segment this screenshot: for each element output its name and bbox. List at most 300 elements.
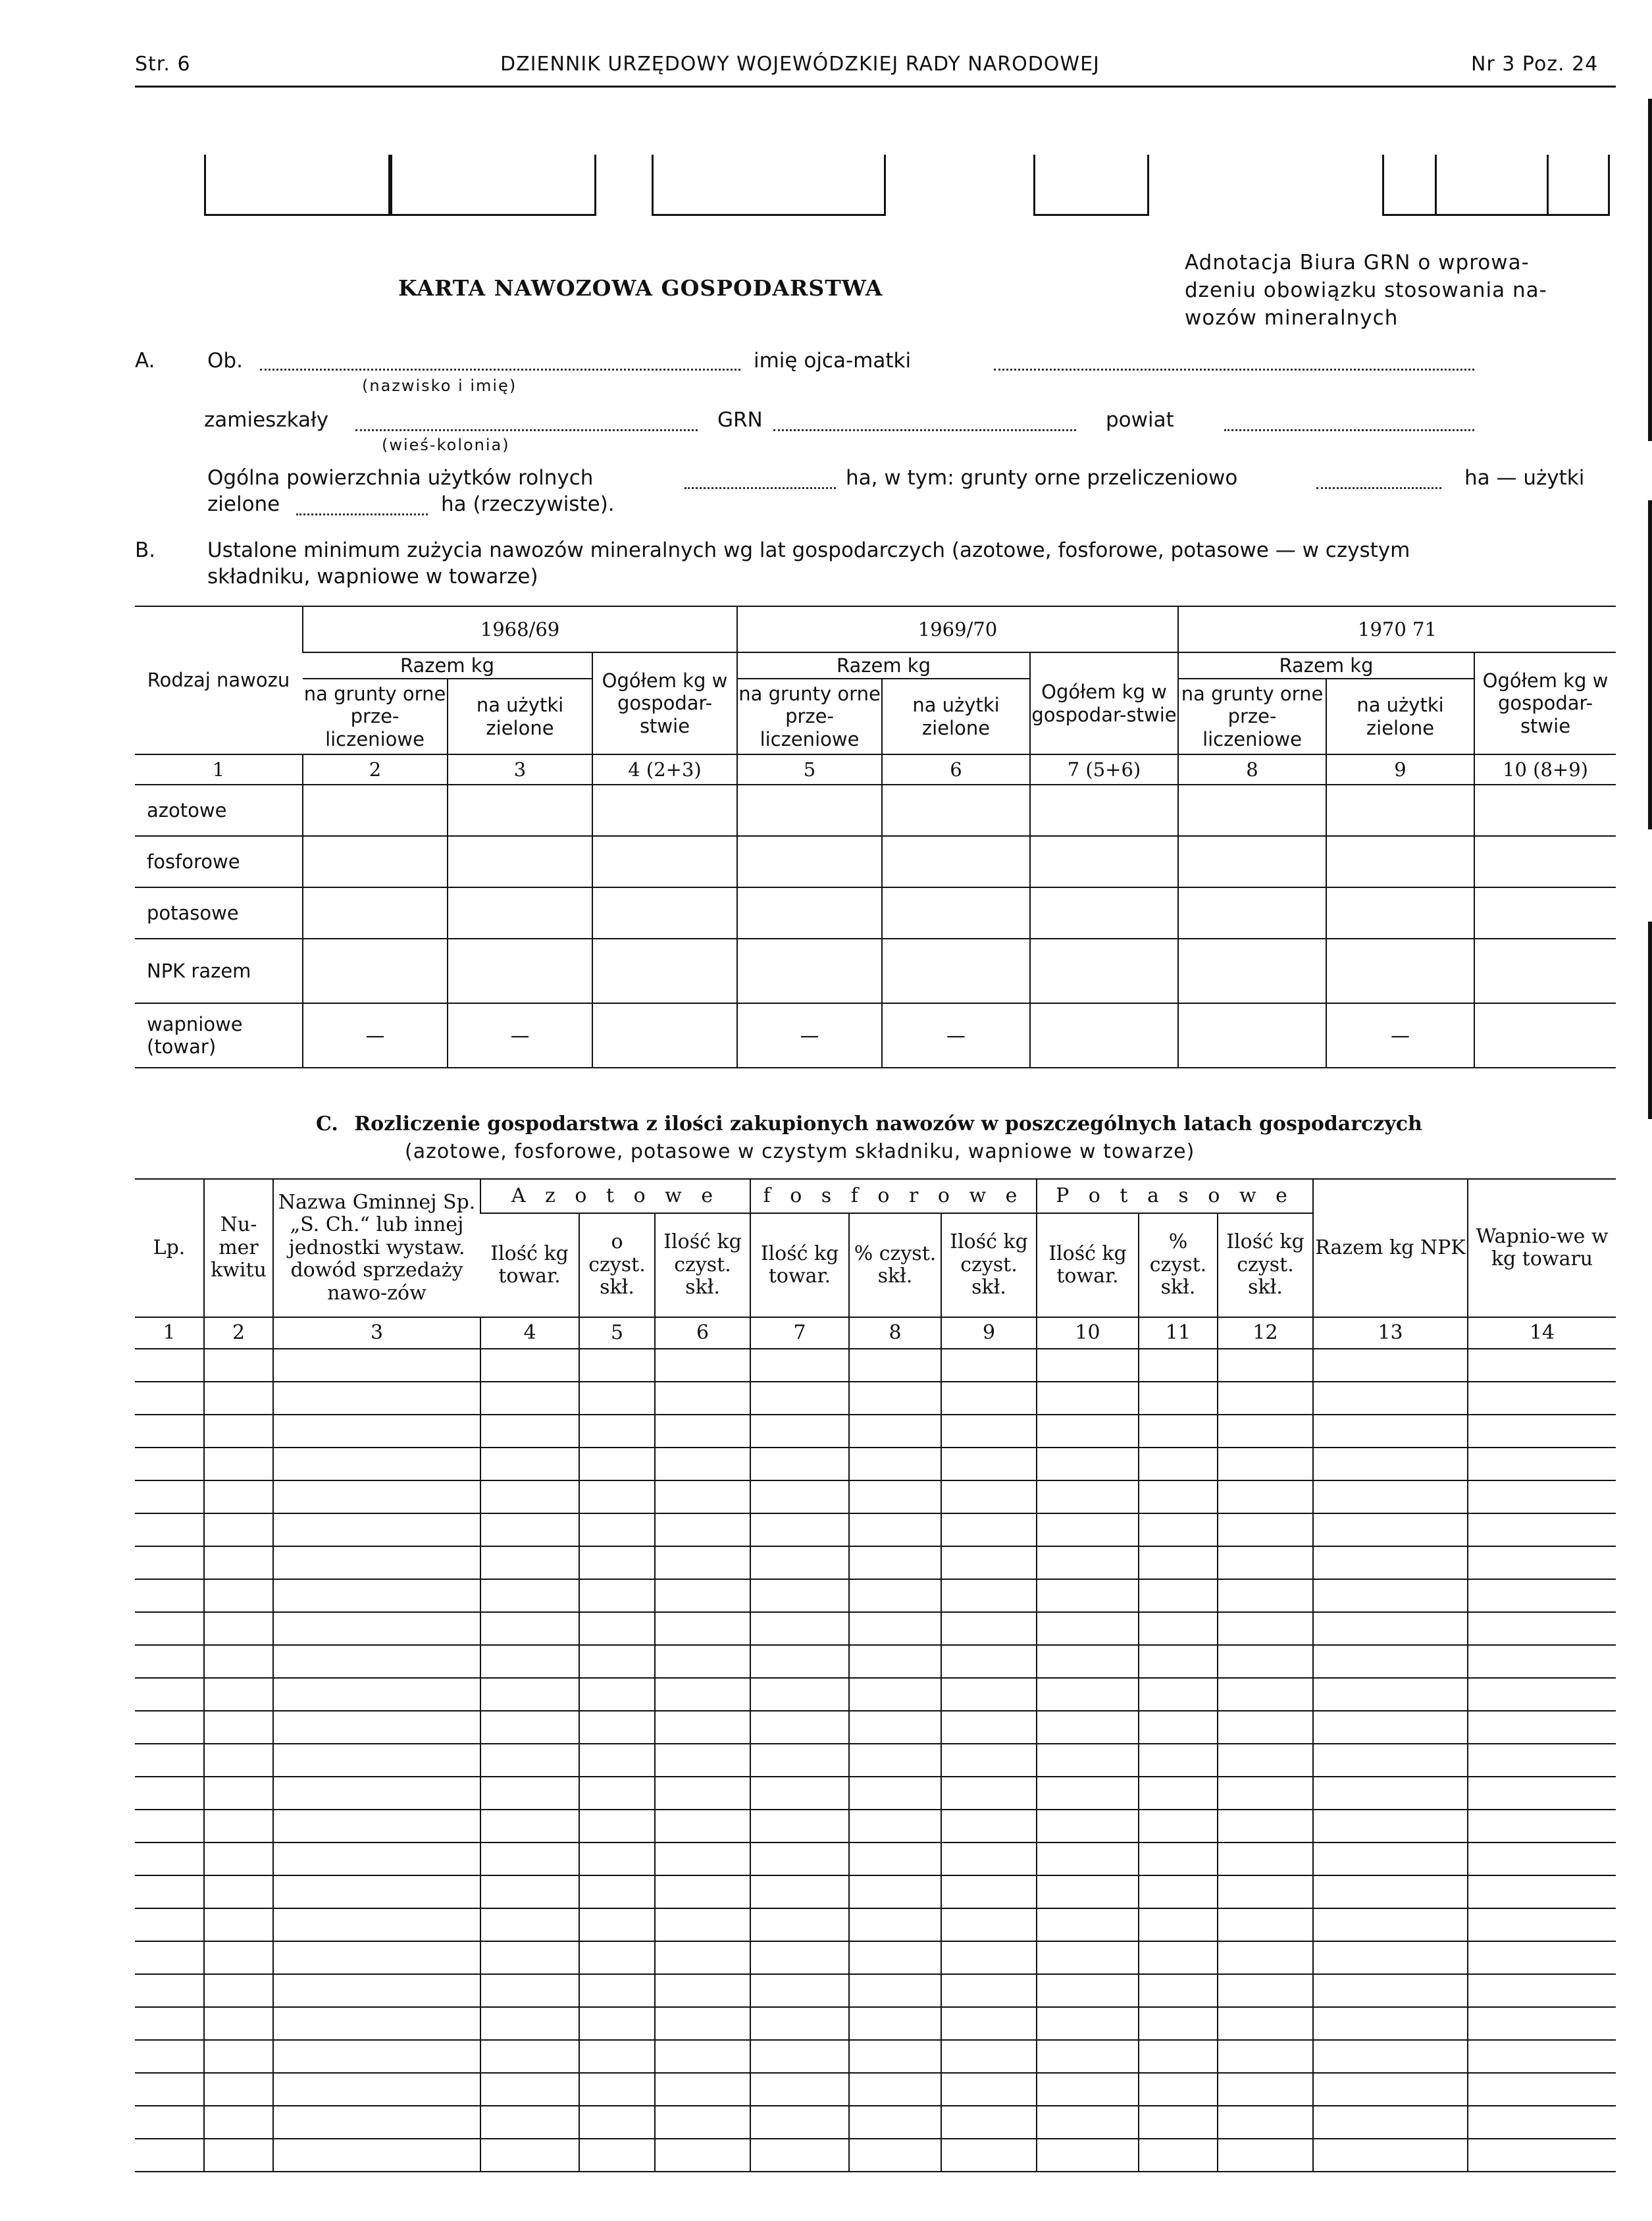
table-cell[interactable]	[1139, 1579, 1218, 1612]
table-cell[interactable]	[655, 1415, 750, 1448]
table-cell[interactable]	[941, 2073, 1037, 2106]
table-cell[interactable]	[655, 1678, 750, 1711]
table-cell[interactable]	[1037, 1448, 1139, 1480]
table-cell[interactable]	[941, 1842, 1037, 1875]
table-cell[interactable]	[849, 2040, 941, 2073]
table-cell[interactable]	[655, 1612, 750, 1645]
table-cell[interactable]	[204, 1382, 273, 1415]
table-cell[interactable]	[448, 887, 592, 939]
table-cell[interactable]	[750, 1612, 849, 1645]
table-cell[interactable]	[750, 1842, 849, 1875]
table-cell[interactable]	[448, 939, 592, 1003]
table-cell[interactable]	[941, 1744, 1037, 1777]
table-cell[interactable]	[1037, 1645, 1139, 1678]
table-cell[interactable]	[849, 1415, 941, 1448]
table-cell[interactable]	[1218, 2040, 1313, 2073]
table-cell[interactable]	[1030, 939, 1178, 1003]
table-cell[interactable]	[579, 1612, 655, 1645]
table-cell[interactable]	[480, 1579, 579, 1612]
table-cell[interactable]	[448, 836, 592, 887]
table-cell[interactable]	[480, 2139, 579, 2172]
table-cell[interactable]	[1139, 2139, 1218, 2172]
table-cell[interactable]	[579, 2073, 655, 2106]
table-cell[interactable]	[1313, 2073, 1468, 2106]
table-cell[interactable]	[1139, 1645, 1218, 1678]
table-cell[interactable]	[1037, 1579, 1139, 1612]
table-cell[interactable]	[849, 1612, 941, 1645]
table-cell[interactable]	[204, 1579, 273, 1612]
table-cell[interactable]	[1313, 1777, 1468, 1810]
table-cell[interactable]	[849, 2139, 941, 2172]
table-cell[interactable]	[579, 2139, 655, 2172]
table-cell[interactable]	[204, 1810, 273, 1842]
table-cell[interactable]	[1468, 2139, 1616, 2172]
table-cell[interactable]	[1037, 1711, 1139, 1744]
table-cell[interactable]	[135, 1842, 204, 1875]
table-cell[interactable]	[480, 1974, 579, 2007]
table-cell[interactable]	[750, 1415, 849, 1448]
table-cell[interactable]	[1178, 785, 1326, 836]
table-cell[interactable]	[941, 1382, 1037, 1415]
table-cell[interactable]	[1474, 887, 1616, 939]
table-cell[interactable]	[204, 2007, 273, 2040]
table-cell[interactable]	[1218, 1612, 1313, 1645]
table-cell[interactable]	[750, 1579, 849, 1612]
table-cell[interactable]	[1178, 1003, 1326, 1068]
table-cell[interactable]	[849, 1842, 941, 1875]
table-cell[interactable]	[273, 1480, 480, 1513]
table-cell[interactable]	[1037, 1842, 1139, 1875]
table-cell[interactable]	[135, 1875, 204, 1908]
table-cell[interactable]	[1313, 1382, 1468, 1415]
table-cell[interactable]	[941, 1810, 1037, 1842]
table-cell[interactable]	[273, 1842, 480, 1875]
table-cell[interactable]	[480, 1810, 579, 1842]
table-cell[interactable]	[1313, 1546, 1468, 1579]
table-cell[interactable]	[135, 1579, 204, 1612]
table-cell[interactable]	[204, 1711, 273, 1744]
table-cell[interactable]	[592, 836, 737, 887]
table-cell[interactable]	[135, 2040, 204, 2073]
table-cell[interactable]	[1468, 1612, 1616, 1645]
table-cell[interactable]	[1313, 1842, 1468, 1875]
table-cell[interactable]	[655, 1513, 750, 1546]
table-cell[interactable]	[1139, 1941, 1218, 1974]
table-cell[interactable]	[1468, 2073, 1616, 2106]
table-cell[interactable]	[579, 1974, 655, 2007]
table-cell[interactable]	[750, 1810, 849, 1842]
table-cell[interactable]	[1468, 1842, 1616, 1875]
table-cell[interactable]	[579, 1415, 655, 1448]
table-cell[interactable]	[273, 1744, 480, 1777]
table-cell[interactable]	[941, 2106, 1037, 2139]
table-cell[interactable]	[1468, 1908, 1616, 1941]
table-cell[interactable]	[1313, 2040, 1468, 2073]
table-cell[interactable]	[480, 2007, 579, 2040]
table-cell[interactable]	[1326, 939, 1474, 1003]
table-cell[interactable]	[941, 1678, 1037, 1711]
table-cell[interactable]	[1037, 1908, 1139, 1941]
table-cell[interactable]	[849, 1908, 941, 1941]
table-cell[interactable]	[849, 1711, 941, 1744]
table-cell[interactable]	[480, 1546, 579, 1579]
table-cell[interactable]	[1218, 1645, 1313, 1678]
table-cell[interactable]	[135, 2139, 204, 2172]
table-cell[interactable]	[655, 1810, 750, 1842]
table-cell[interactable]	[579, 1448, 655, 1480]
table-cell[interactable]	[135, 1645, 204, 1678]
table-cell[interactable]	[273, 1579, 480, 1612]
table-cell[interactable]	[1037, 1349, 1139, 1382]
table-cell[interactable]	[303, 836, 448, 887]
table-cell[interactable]	[1468, 2106, 1616, 2139]
table-cell[interactable]	[1326, 836, 1474, 887]
table-cell[interactable]	[1218, 1810, 1313, 1842]
table-cell[interactable]	[480, 1908, 579, 1941]
table-cell[interactable]	[750, 1448, 849, 1480]
table-cell[interactable]	[1468, 2007, 1616, 2040]
table-cell[interactable]	[1037, 2073, 1139, 2106]
table-cell[interactable]	[1313, 1349, 1468, 1382]
table-cell[interactable]	[941, 1941, 1037, 1974]
table-cell[interactable]	[1218, 1908, 1313, 1941]
table-cell[interactable]	[135, 1480, 204, 1513]
table-cell[interactable]	[1037, 1513, 1139, 1546]
table-cell[interactable]	[1139, 1612, 1218, 1645]
table-cell[interactable]	[204, 1612, 273, 1645]
table-cell[interactable]	[480, 1480, 579, 1513]
table-cell[interactable]	[1139, 1546, 1218, 1579]
table-cell[interactable]	[750, 1480, 849, 1513]
table-cell[interactable]	[1326, 785, 1474, 836]
table-cell[interactable]	[655, 1744, 750, 1777]
name-field[interactable]	[260, 349, 740, 371]
table-cell[interactable]	[273, 1546, 480, 1579]
table-cell[interactable]	[1139, 1711, 1218, 1744]
table-cell[interactable]	[750, 1777, 849, 1810]
table-cell[interactable]	[1037, 1480, 1139, 1513]
table-cell[interactable]	[655, 2106, 750, 2139]
table-cell[interactable]	[480, 1415, 579, 1448]
table-cell[interactable]	[579, 2040, 655, 2073]
table-cell[interactable]	[1037, 1875, 1139, 1908]
table-cell[interactable]	[750, 1513, 849, 1546]
table-cell[interactable]	[1313, 1744, 1468, 1777]
table-cell[interactable]	[1030, 1003, 1178, 1068]
table-cell[interactable]	[941, 1415, 1037, 1448]
table-cell[interactable]	[1313, 1513, 1468, 1546]
table-cell[interactable]	[849, 1480, 941, 1513]
table-cell[interactable]	[135, 1777, 204, 1810]
parent-field[interactable]	[994, 349, 1474, 371]
table-cell[interactable]	[1218, 1448, 1313, 1480]
table-cell[interactable]	[273, 1382, 480, 1415]
table-cell[interactable]	[1218, 1480, 1313, 1513]
table-cell[interactable]	[480, 1678, 579, 1711]
table-cell[interactable]	[480, 1875, 579, 1908]
table-cell[interactable]	[1037, 2139, 1139, 2172]
table-cell[interactable]	[135, 1382, 204, 1415]
table-cell[interactable]	[941, 1579, 1037, 1612]
table-cell[interactable]	[579, 1645, 655, 1678]
table-cell[interactable]	[579, 2106, 655, 2139]
table-cell[interactable]	[204, 1546, 273, 1579]
table-cell[interactable]	[941, 1875, 1037, 1908]
table-cell[interactable]	[1030, 887, 1178, 939]
table-cell[interactable]	[1468, 1415, 1616, 1448]
table-cell[interactable]	[204, 1974, 273, 2007]
table-cell[interactable]	[941, 1711, 1037, 1744]
table-cell[interactable]	[1474, 939, 1616, 1003]
table-cell[interactable]	[1218, 1678, 1313, 1711]
table-cell[interactable]	[273, 1645, 480, 1678]
table-cell[interactable]	[655, 2007, 750, 2040]
table-cell[interactable]	[1468, 1349, 1616, 1382]
table-cell[interactable]	[1313, 1810, 1468, 1842]
table-cell[interactable]	[480, 1349, 579, 1382]
table-cell[interactable]	[579, 1875, 655, 1908]
table-cell[interactable]	[135, 1513, 204, 1546]
table-cell[interactable]	[1139, 1777, 1218, 1810]
table-cell[interactable]	[204, 1480, 273, 1513]
table-cell[interactable]	[849, 1678, 941, 1711]
table-cell[interactable]	[204, 1941, 273, 1974]
table-cell[interactable]	[135, 1744, 204, 1777]
table-cell[interactable]	[1178, 836, 1326, 887]
table-cell[interactable]	[1218, 1744, 1313, 1777]
table-cell[interactable]	[579, 1579, 655, 1612]
table-cell[interactable]	[882, 939, 1030, 1003]
table-cell[interactable]	[849, 2007, 941, 2040]
table-cell[interactable]	[1139, 1415, 1218, 1448]
table-cell[interactable]	[1474, 1003, 1616, 1068]
table-cell[interactable]	[579, 1842, 655, 1875]
table-cell[interactable]	[849, 1777, 941, 1810]
table-cell[interactable]	[1313, 2106, 1468, 2139]
table-cell[interactable]	[273, 1349, 480, 1382]
table-cell[interactable]	[1037, 1678, 1139, 1711]
table-cell[interactable]	[655, 1974, 750, 2007]
table-cell[interactable]	[1313, 1612, 1468, 1645]
table-cell[interactable]	[1139, 1382, 1218, 1415]
table-cell[interactable]	[579, 1546, 655, 1579]
table-cell[interactable]	[480, 1777, 579, 1810]
table-cell[interactable]	[204, 2073, 273, 2106]
table-cell[interactable]	[204, 1349, 273, 1382]
table-cell[interactable]	[480, 2040, 579, 2073]
table-cell[interactable]	[655, 1546, 750, 1579]
table-cell[interactable]	[1326, 887, 1474, 939]
table-cell[interactable]	[135, 1448, 204, 1480]
table-cell[interactable]	[1468, 1711, 1616, 1744]
table-cell[interactable]	[1313, 1875, 1468, 1908]
table-cell[interactable]	[1139, 2040, 1218, 2073]
table-cell[interactable]	[273, 1678, 480, 1711]
table-cell[interactable]	[655, 1645, 750, 1678]
table-cell[interactable]	[1178, 939, 1326, 1003]
table-cell[interactable]	[655, 2139, 750, 2172]
table-cell[interactable]	[204, 1777, 273, 1810]
table-cell[interactable]	[592, 939, 737, 1003]
table-cell[interactable]	[1313, 1678, 1468, 1711]
table-cell[interactable]	[1474, 836, 1616, 887]
table-cell[interactable]	[1037, 2040, 1139, 2073]
table-cell[interactable]	[273, 2106, 480, 2139]
table-cell[interactable]	[273, 1777, 480, 1810]
table-cell[interactable]	[1139, 1448, 1218, 1480]
table-cell[interactable]	[750, 1546, 849, 1579]
table-cell[interactable]	[849, 1579, 941, 1612]
table-cell[interactable]	[480, 1382, 579, 1415]
table-cell[interactable]	[303, 887, 448, 939]
table-cell[interactable]	[1468, 1448, 1616, 1480]
table-cell[interactable]	[737, 785, 882, 836]
table-cell[interactable]	[737, 836, 882, 887]
table-cell[interactable]	[1218, 2007, 1313, 2040]
table-cell[interactable]	[273, 2040, 480, 2073]
table-cell[interactable]	[750, 1974, 849, 2007]
table-cell[interactable]	[1037, 2106, 1139, 2139]
table-cell[interactable]	[1218, 1349, 1313, 1382]
area-field[interactable]	[684, 467, 836, 489]
table-cell[interactable]	[750, 2007, 849, 2040]
table-cell[interactable]	[737, 887, 882, 939]
table-cell[interactable]	[655, 1875, 750, 1908]
table-cell[interactable]	[1139, 1974, 1218, 2007]
table-cell[interactable]	[135, 1349, 204, 1382]
table-cell[interactable]	[273, 2073, 480, 2106]
table-cell[interactable]	[1037, 1744, 1139, 1777]
table-cell[interactable]	[480, 1711, 579, 1744]
table-cell[interactable]	[941, 2007, 1037, 2040]
table-cell[interactable]	[849, 2073, 941, 2106]
table-cell[interactable]	[204, 1513, 273, 1546]
table-cell[interactable]	[1139, 1513, 1218, 1546]
table-cell[interactable]	[204, 1842, 273, 1875]
table-cell[interactable]	[655, 1382, 750, 1415]
table-cell[interactable]	[135, 1974, 204, 2007]
table-cell[interactable]	[448, 785, 592, 836]
table-cell[interactable]	[480, 1448, 579, 1480]
table-cell[interactable]	[1218, 2106, 1313, 2139]
table-cell[interactable]	[1037, 1415, 1139, 1448]
table-cell[interactable]	[480, 2106, 579, 2139]
table-cell[interactable]	[1468, 1974, 1616, 2007]
table-cell[interactable]	[579, 1810, 655, 1842]
table-cell[interactable]	[849, 1810, 941, 1842]
green-field[interactable]	[296, 494, 428, 515]
table-cell[interactable]	[480, 1513, 579, 1546]
table-cell[interactable]	[273, 1810, 480, 1842]
table-cell[interactable]	[941, 2040, 1037, 2073]
table-cell[interactable]	[1468, 1777, 1616, 1810]
table-cell[interactable]	[849, 1875, 941, 1908]
table-cell[interactable]	[1468, 1810, 1616, 1842]
grn-field[interactable]	[773, 409, 1076, 431]
table-cell[interactable]	[1468, 1382, 1616, 1415]
table-cell[interactable]	[750, 2073, 849, 2106]
table-cell[interactable]	[1468, 1480, 1616, 1513]
table-cell[interactable]	[579, 1480, 655, 1513]
table-cell[interactable]	[480, 1941, 579, 1974]
table-cell[interactable]	[204, 1908, 273, 1941]
table-cell[interactable]	[655, 2040, 750, 2073]
table-cell[interactable]	[592, 1003, 737, 1068]
table-cell[interactable]	[579, 1382, 655, 1415]
table-cell[interactable]	[1218, 1777, 1313, 1810]
table-cell[interactable]	[204, 1448, 273, 1480]
table-cell[interactable]	[1218, 1513, 1313, 1546]
table-cell[interactable]	[579, 1744, 655, 1777]
table-cell[interactable]	[655, 1448, 750, 1480]
table-cell[interactable]	[941, 2139, 1037, 2172]
table-cell[interactable]	[135, 1415, 204, 1448]
table-cell[interactable]	[135, 1612, 204, 1645]
table-cell[interactable]	[1313, 1415, 1468, 1448]
table-cell[interactable]	[1313, 1579, 1468, 1612]
table-cell[interactable]	[1139, 2073, 1218, 2106]
table-cell[interactable]	[135, 1678, 204, 1711]
table-cell[interactable]	[1139, 2106, 1218, 2139]
table-cell[interactable]	[1139, 1480, 1218, 1513]
table-cell[interactable]	[1468, 2040, 1616, 2073]
table-cell[interactable]	[849, 1382, 941, 1415]
table-cell[interactable]	[273, 1415, 480, 1448]
table-cell[interactable]	[273, 1974, 480, 2007]
table-cell[interactable]	[750, 1645, 849, 1678]
table-cell[interactable]	[135, 1810, 204, 1842]
table-cell[interactable]	[204, 2139, 273, 2172]
table-cell[interactable]	[882, 836, 1030, 887]
table-cell[interactable]	[750, 1678, 849, 1711]
table-cell[interactable]	[1030, 785, 1178, 836]
table-cell[interactable]	[1139, 1744, 1218, 1777]
table-cell[interactable]	[1218, 2073, 1313, 2106]
table-cell[interactable]	[1474, 785, 1616, 836]
table-cell[interactable]	[1468, 1875, 1616, 1908]
table-cell[interactable]	[849, 1744, 941, 1777]
table-cell[interactable]	[135, 1941, 204, 1974]
table-cell[interactable]	[750, 1941, 849, 1974]
table-cell[interactable]	[1468, 1941, 1616, 1974]
table-cell[interactable]	[480, 2073, 579, 2106]
table-cell[interactable]	[655, 1480, 750, 1513]
table-cell[interactable]	[849, 1349, 941, 1382]
table-cell[interactable]	[273, 1448, 480, 1480]
table-cell[interactable]	[737, 939, 882, 1003]
table-cell[interactable]	[750, 1908, 849, 1941]
table-cell[interactable]	[1218, 1875, 1313, 1908]
table-cell[interactable]	[1139, 1908, 1218, 1941]
table-cell[interactable]	[579, 1513, 655, 1546]
table-cell[interactable]	[655, 2073, 750, 2106]
table-cell[interactable]	[273, 2007, 480, 2040]
table-cell[interactable]	[941, 1645, 1037, 1678]
table-cell[interactable]	[579, 1711, 655, 1744]
table-cell[interactable]	[882, 887, 1030, 939]
table-cell[interactable]	[1037, 1810, 1139, 1842]
table-cell[interactable]	[1468, 1678, 1616, 1711]
table-cell[interactable]	[655, 1777, 750, 1810]
table-cell[interactable]	[750, 1875, 849, 1908]
table-cell[interactable]	[1139, 1678, 1218, 1711]
residence-field[interactable]	[355, 409, 698, 431]
table-cell[interactable]	[750, 2106, 849, 2139]
table-cell[interactable]	[1030, 836, 1178, 887]
table-cell[interactable]	[579, 1349, 655, 1382]
table-cell[interactable]	[941, 1480, 1037, 1513]
table-cell[interactable]	[750, 1744, 849, 1777]
